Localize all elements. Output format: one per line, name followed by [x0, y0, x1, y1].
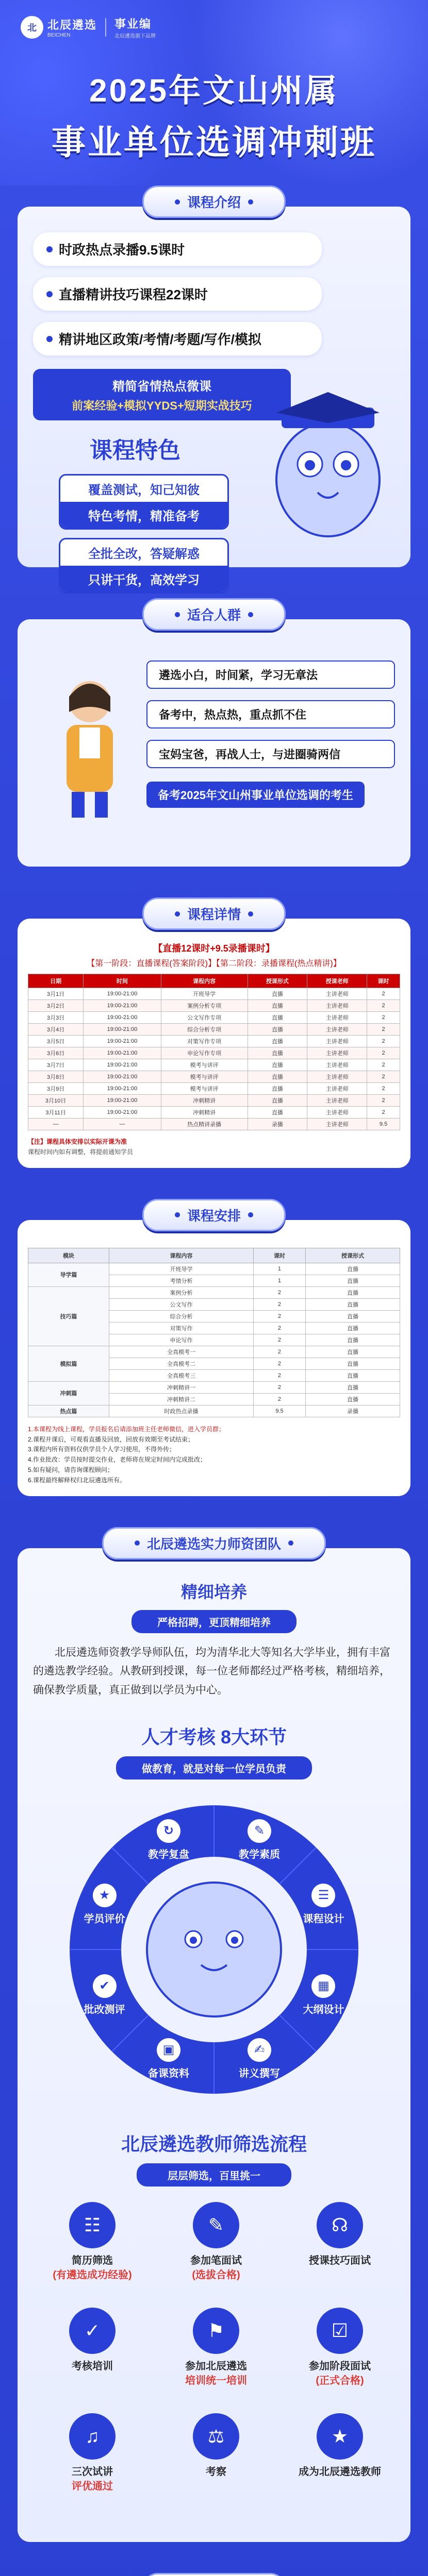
- table-row: [28, 1118, 400, 1130]
- brand-logo-mark: 北: [21, 16, 43, 39]
- flow-step: [286, 2202, 394, 2268]
- table-cell: 直播: [248, 988, 307, 1000]
- flow-step-label: 参加阶段面试: [309, 2360, 371, 2372]
- list-item-text: 精讲地区政策/考情/考题/写作/模拟: [59, 332, 261, 347]
- table-cell: 2: [254, 1393, 306, 1405]
- table-cell: 2: [254, 1310, 306, 1322]
- feature-bottom: 只讲干货，高效学习: [60, 566, 227, 592]
- ring-item-icon: ✔: [93, 1974, 117, 1998]
- table-cell: 主讲老师: [307, 1095, 367, 1107]
- bullet-icon: [248, 612, 253, 617]
- crowd-list: [146, 660, 395, 768]
- table-cell: 2: [254, 1369, 306, 1381]
- flow-tag: 层层筛选，百里挑一: [137, 2163, 291, 2187]
- hero: [0, 0, 428, 185]
- team-heading: 精细培养: [180, 1582, 247, 1601]
- flow-step-label: 考核培训: [72, 2360, 113, 2372]
- table-cell: 19:00-21:00: [84, 1000, 161, 1012]
- flow-step-sub: 培训统一培训: [185, 2375, 247, 2386]
- table-cell: 2: [367, 1047, 400, 1059]
- feature-box: [59, 538, 229, 594]
- table-row: [28, 988, 400, 1000]
- table-cell: 2: [367, 1107, 400, 1118]
- table-row: [28, 1000, 400, 1012]
- schedule-title: 【直播12课时+9.5录播课时】: [153, 943, 275, 954]
- flow-step-icon: ☊: [317, 2202, 363, 2248]
- ring-item-label: 大纲设计: [303, 2004, 344, 2015]
- table-cell: 对策写作: [109, 1322, 253, 1334]
- table-cell: 直播: [248, 1107, 307, 1118]
- table-cell: 19:00-21:00: [84, 1036, 161, 1047]
- ring-item: [74, 1974, 136, 2016]
- rule-line: 3.课程内所有资料仅供学员个人学习使用，不得外传；: [28, 1446, 176, 1453]
- table-header: 模块: [28, 1248, 109, 1263]
- table-cell: 19:00-21:00: [84, 988, 161, 1000]
- table-cell: 直播: [305, 1322, 400, 1334]
- table-cell: 综合分析专项: [161, 1024, 248, 1036]
- table-cell: 主讲老师: [307, 1071, 367, 1083]
- team-card: [18, 1548, 410, 2542]
- section-title: 课程安排: [187, 1208, 241, 1224]
- list-item: 遴选小白，时间紧，学习无章法: [146, 660, 395, 689]
- logo-divider: [105, 18, 106, 37]
- flow-step: [286, 2308, 394, 2388]
- table-group-cell: 技巧篇: [28, 1286, 109, 1346]
- note-line: 课程时间内如有调整，将提前通知学员: [28, 1148, 134, 1156]
- ring-item-label: 备课资料: [147, 2068, 189, 2080]
- ring-item-label: 讲义撰写: [239, 2068, 281, 2080]
- table-row: [28, 1095, 400, 1107]
- flow-step-text: [162, 2465, 270, 2479]
- table-header: 课时: [254, 1248, 306, 1263]
- bullet-icon: [175, 911, 180, 917]
- table-cell: 2: [254, 1322, 306, 1334]
- table-cell: 考情分析: [109, 1275, 253, 1286]
- crowd-card: [18, 619, 410, 867]
- note-line: 【注】课程具体安排以实际开课为准: [28, 1138, 127, 1145]
- table-cell: 时政热点录播: [109, 1405, 253, 1417]
- ring-item: [292, 1974, 354, 2016]
- schedule-note: [28, 1137, 400, 1158]
- flow-step-label: 简历筛选: [72, 2255, 113, 2266]
- schedule-table: [28, 974, 400, 1130]
- table-cell: 直播: [305, 1358, 400, 1369]
- ring-item: [228, 2038, 290, 2080]
- table-cell: 直播: [248, 1000, 307, 1012]
- list-item: 宝妈宝爸，再战人士，与进圈骑两信: [146, 740, 395, 768]
- flow-step: [162, 2308, 270, 2388]
- section-title: 北辰遴选实力师资团队: [146, 1536, 281, 1552]
- table-header: 授课形式: [248, 974, 307, 988]
- table-cell: 申论写作专项: [161, 1047, 248, 1059]
- table-cell: 冲刺精讲二: [109, 1393, 253, 1405]
- table-cell: 3月8日: [28, 1071, 84, 1083]
- intro-card: [18, 207, 410, 587]
- table-group-cell: 模拟篇: [28, 1346, 109, 1381]
- feature-top: 全批全改，答疑解惑: [88, 547, 200, 561]
- table-row: [28, 1346, 400, 1358]
- table-cell: —: [28, 1118, 84, 1130]
- table-cell: 直播: [305, 1286, 400, 1298]
- table-cell: 直播: [248, 1047, 307, 1059]
- ring-graphic: [59, 1795, 369, 2104]
- flow-step-label: 成为北辰遴选教师: [299, 2466, 381, 2478]
- table-cell: 1: [254, 1275, 306, 1286]
- table-cell: 主讲老师: [307, 1059, 367, 1071]
- ring-item-icon: ▦: [311, 1974, 335, 1998]
- flow-step: [38, 2308, 146, 2374]
- flow-step-text: [162, 2359, 270, 2388]
- table-cell: 1: [254, 1263, 306, 1275]
- table-row: [28, 1012, 400, 1024]
- flow-step-icon: ☷: [69, 2202, 116, 2248]
- rule-line: 2.课程开课后，可观看直播及回放，回放有效期至考试结束；: [28, 1435, 194, 1443]
- table-cell: 2: [254, 1346, 306, 1358]
- section-header-honor: [0, 2573, 428, 2576]
- table-cell: 直播: [305, 1381, 400, 1393]
- table-cell: 3月1日: [28, 988, 84, 1000]
- table-cell: 直播: [305, 1393, 400, 1405]
- bullet-icon: [46, 336, 53, 342]
- table-row: [28, 1071, 400, 1083]
- bullet-icon: [248, 911, 253, 917]
- flow-grid: [33, 2202, 395, 2521]
- ring-item-icon: ✎: [248, 1819, 271, 1843]
- intro-banner-line1: 精简省情热点微课: [112, 380, 211, 394]
- flow-step-sub: (有遴选成功经验): [53, 2269, 132, 2281]
- feature-top: 覆盖测试，知己知彼: [88, 483, 200, 497]
- list-item: 备考中，热点热，重点抓不住: [146, 700, 395, 728]
- ring-item-icon: ✍: [248, 2038, 271, 2062]
- list-item: [33, 277, 322, 311]
- table-cell: 主讲老师: [307, 1036, 367, 1047]
- flow-step-icon: ♫: [69, 2413, 116, 2460]
- table-header: 授课形式: [305, 1248, 400, 1263]
- hero-title-line1: 2025年文山州属: [89, 73, 339, 109]
- table-cell: 直播: [248, 1059, 307, 1071]
- table-cell: 案例分析: [109, 1286, 253, 1298]
- table-cell: 2: [367, 1095, 400, 1107]
- table-cell: 直播: [248, 1083, 307, 1095]
- table-cell: 冲刺精讲: [161, 1095, 248, 1107]
- feature-title: 课程特色: [90, 438, 180, 463]
- ring-item: [228, 1819, 290, 1861]
- rule-line: 1.本课程为线上课程，学员报名后请添加班主任老师微信，进入学员群；: [28, 1425, 225, 1433]
- table-cell: 3月5日: [28, 1036, 84, 1047]
- schedule-subtitle: 【第一阶段：直播课程(答案阶段)】【第二阶段：录播课程(热点精讲)】: [87, 959, 341, 968]
- table-row: [28, 1024, 400, 1036]
- flow-step: [162, 2202, 270, 2282]
- table-cell: 主讲老师: [307, 988, 367, 1000]
- table-cell: 直播: [248, 1036, 307, 1047]
- flow-step-sub: 评优通过: [72, 2480, 113, 2492]
- table-cell: 全真模考一: [109, 1346, 253, 1358]
- team-paragraph: 北辰遴选师资教学导师队伍，均为清华北大等知名大学毕业，拥有丰富的遴选教学经验。从教研到授课，每一位老师都经过严格考核，精细培养，确保教学质量，真正做到以学员为中心。: [33, 1646, 390, 1697]
- mascot-illustration: [261, 392, 395, 547]
- ring-item-icon: ★: [93, 1884, 117, 1907]
- flow-step-text: [286, 2465, 394, 2479]
- bullet-icon: [248, 199, 253, 205]
- bullet-icon: [175, 612, 180, 617]
- flow-step-label: 考察: [206, 2466, 226, 2478]
- table-cell: 冲刺精讲一: [109, 1381, 253, 1393]
- section-header-team: [0, 1527, 428, 1560]
- table-row: [28, 1036, 400, 1047]
- flow-step: [162, 2413, 270, 2479]
- table-cell: —: [84, 1118, 161, 1130]
- table-cell: 主讲老师: [307, 1107, 367, 1118]
- ring-item: [138, 1819, 200, 1861]
- flow-step-sub: (正式合格): [316, 2375, 364, 2386]
- table-cell: 2: [367, 1024, 400, 1036]
- table-cell: 热点精讲录播: [161, 1118, 248, 1130]
- sub-brand-name: 事业编: [114, 18, 152, 30]
- flow-step: [286, 2413, 394, 2479]
- table-cell: 开班导学: [109, 1263, 253, 1275]
- sub-brand-sub: 北辰遴选旗下品牌: [114, 33, 156, 39]
- table-cell: 模考与讲评: [161, 1059, 248, 1071]
- table-cell: 19:00-21:00: [84, 1024, 161, 1036]
- bullet-icon: [46, 246, 53, 252]
- table-cell: 2: [254, 1286, 306, 1298]
- intro-banner: [33, 369, 291, 420]
- table-cell: 主讲老师: [307, 1083, 367, 1095]
- table-cell: 9.5: [254, 1405, 306, 1417]
- table-row: [28, 1286, 400, 1298]
- table-row: [28, 1405, 400, 1417]
- section-header-intro: [0, 185, 428, 218]
- crowd-highlight: 备考2025年文山州事业单位选调的考生: [146, 782, 365, 808]
- table-cell: 19:00-21:00: [84, 1059, 161, 1071]
- table-cell: 2: [254, 1298, 306, 1310]
- flow-step-text: [286, 2253, 394, 2268]
- table-row: [28, 1047, 400, 1059]
- table-cell: 全真模考二: [109, 1358, 253, 1369]
- rule-line: 4.作业批改：学员按时提交作业，老师将在规定时间内完成批改；: [28, 1456, 207, 1464]
- table-cell: 3月7日: [28, 1059, 84, 1071]
- table-row: [28, 1381, 400, 1393]
- table-cell: 录播: [248, 1118, 307, 1130]
- table-cell: 2: [254, 1381, 306, 1393]
- brand-sub: BEICHEN: [47, 32, 71, 38]
- bullet-icon: [248, 1212, 253, 1217]
- table-header: 课程内容: [109, 1248, 253, 1263]
- ring-item-icon: ☰: [311, 1884, 335, 1907]
- table-cell: 公文写作: [109, 1298, 253, 1310]
- flow-step-icon: ⚖: [193, 2413, 239, 2460]
- intro-banner-line2: 前案经验+模拟YYDS+短期实战技巧: [72, 399, 252, 412]
- ring-item: [138, 2038, 200, 2080]
- table-cell: 直播: [305, 1298, 400, 1310]
- flow-step-label: 授课技巧面试: [309, 2255, 371, 2266]
- table-cell: 冲刺精讲: [161, 1107, 248, 1118]
- table-header: 课程内容: [161, 974, 248, 988]
- flow-step-sub: (选拔合格): [192, 2269, 240, 2281]
- teacher-illustration: [38, 666, 141, 820]
- assessment-ring: [59, 1795, 369, 2104]
- section-header-crowd: [0, 598, 428, 631]
- flow-step-icon: ☑: [317, 2308, 363, 2354]
- bullet-icon: [288, 1540, 293, 1546]
- bullet-icon: [175, 199, 180, 205]
- table-group-cell: 导学篇: [28, 1263, 109, 1286]
- flow-step-label: 参加北辰遴选: [185, 2360, 247, 2372]
- plan-table: [28, 1248, 400, 1417]
- ring-item: [292, 1884, 354, 1925]
- table-cell: 19:00-21:00: [84, 1095, 161, 1107]
- table-cell: 直播: [305, 1369, 400, 1381]
- table-cell: 3月2日: [28, 1000, 84, 1012]
- table-cell: 3月9日: [28, 1083, 84, 1095]
- flow-step-text: [162, 2253, 270, 2282]
- table-cell: 19:00-21:00: [84, 1083, 161, 1095]
- table-cell: 直播: [305, 1310, 400, 1322]
- rule-line: 5.如有疑问，请咨询课程顾问；: [28, 1466, 114, 1473]
- table-cell: 2: [367, 1000, 400, 1012]
- ring-item-icon: ↻: [157, 1819, 180, 1843]
- plan-card: [18, 1220, 410, 1496]
- list-item-text: 直播精讲技巧课程22课时: [59, 287, 208, 302]
- table-cell: 直播: [248, 1071, 307, 1083]
- team-tag: 严格招聘，更顶精细培养: [131, 1610, 297, 1633]
- flow-step-label: 参加笔面试: [190, 2255, 242, 2266]
- flow-step-text: [38, 2359, 146, 2374]
- table-cell: 直播: [305, 1346, 400, 1358]
- table-cell: 直播: [248, 1024, 307, 1036]
- table-cell: 直播: [248, 1095, 307, 1107]
- section-title: 适合人群: [187, 607, 241, 623]
- table-cell: 开班导学: [161, 988, 248, 1000]
- feature-bottom: 特色考情，精准备考: [60, 502, 227, 528]
- table-group-cell: 热点篇: [28, 1405, 109, 1417]
- table-cell: 全真模考三: [109, 1369, 253, 1381]
- table-cell: 2: [367, 988, 400, 1000]
- table-cell: 3月10日: [28, 1095, 84, 1107]
- list-item: [33, 322, 322, 355]
- table-cell: 2: [367, 1071, 400, 1083]
- table-cell: 3月11日: [28, 1107, 84, 1118]
- section-header-details: [0, 897, 428, 930]
- intro-list: [33, 232, 395, 355]
- table-row: [28, 1107, 400, 1118]
- rules-list: [28, 1425, 400, 1486]
- table-row: [28, 1059, 400, 1071]
- ring-item-label: 课程设计: [303, 1913, 344, 1925]
- list-item-text: 时政热点录播9.5课时: [59, 242, 185, 258]
- feature-box: [59, 474, 229, 530]
- table-cell: 2: [254, 1334, 306, 1346]
- brand-name: 北辰遴选: [47, 19, 97, 31]
- flow-step-text: [38, 2465, 146, 2494]
- ring-item: [74, 1884, 136, 1925]
- section-title: 课程介绍: [187, 195, 241, 210]
- flow-step: [38, 2202, 146, 2282]
- table-cell: 2: [367, 1036, 400, 1047]
- table-cell: 主讲老师: [307, 1012, 367, 1024]
- table-header: 日期: [28, 974, 84, 988]
- table-cell: 直播: [305, 1275, 400, 1286]
- table-cell: 直播: [248, 1012, 307, 1024]
- table-cell: 直播: [305, 1263, 400, 1275]
- table-cell: 主讲老师: [307, 1118, 367, 1130]
- table-cell: 3月3日: [28, 1012, 84, 1024]
- table-cell: 案例分析专项: [161, 1000, 248, 1012]
- table-header: 课时: [367, 974, 400, 988]
- table-cell: 19:00-21:00: [84, 1012, 161, 1024]
- table-cell: 申论写作: [109, 1334, 253, 1346]
- flow-step-text: [38, 2253, 146, 2282]
- list-item: [33, 232, 322, 266]
- flow-step-icon: ⚑: [193, 2308, 239, 2354]
- table-cell: 19:00-21:00: [84, 1071, 161, 1083]
- rule-line: 6.课程最终解释权归北辰遴选所有。: [28, 1476, 126, 1484]
- flow-step-icon: ✓: [69, 2308, 116, 2354]
- hero-title: [21, 65, 407, 164]
- logo-row: [21, 15, 407, 39]
- table-cell: 主讲老师: [307, 1000, 367, 1012]
- flow-step-label: 三次试讲: [72, 2466, 113, 2478]
- assessment-heading: 人才考核 8大环节: [141, 1726, 287, 1748]
- ring-item-label: 学员评价: [84, 1913, 125, 1925]
- ring-item-label: 教学素质: [239, 1849, 281, 1861]
- table-cell: 录播: [305, 1405, 400, 1417]
- flow-step-text: [286, 2359, 394, 2388]
- table-cell: 公文写作专项: [161, 1012, 248, 1024]
- table-cell: 模考与讲评: [161, 1071, 248, 1083]
- table-group-cell: 冲刺篇: [28, 1381, 109, 1405]
- section-header-plan: [0, 1199, 428, 1231]
- table-header: 授课老师: [307, 974, 367, 988]
- table-cell: 3月6日: [28, 1047, 84, 1059]
- table-header: 时间: [84, 974, 161, 988]
- flow-step-icon: ★: [317, 2413, 363, 2460]
- table-cell: 19:00-21:00: [84, 1047, 161, 1059]
- ring-item-icon: ▣: [157, 2038, 180, 2062]
- table-row: [28, 1263, 400, 1275]
- flow-heading: 北辰遴选教师筛选流程: [121, 2133, 307, 2155]
- ring-item-label: 教学复盘: [147, 1849, 189, 1861]
- table-cell: 9.5: [367, 1118, 400, 1130]
- ring-item-label: 批改测评: [84, 2004, 125, 2015]
- table-cell: 2: [254, 1358, 306, 1369]
- assessment-tag: 做教育，就是对每一位学员负责: [116, 1756, 312, 1780]
- hero-title-line2: 事业单位选调冲刺班: [52, 123, 376, 161]
- flow-step-icon: ✎: [193, 2202, 239, 2248]
- table-cell: 主讲老师: [307, 1024, 367, 1036]
- table-cell: 19:00-21:00: [84, 1107, 161, 1118]
- brand-logo: [21, 16, 97, 39]
- bullet-icon: [135, 1540, 140, 1546]
- schedule-card: [18, 919, 410, 1168]
- flow-step: [38, 2413, 146, 2494]
- section-title: 课程详情: [187, 907, 241, 922]
- table-cell: 2: [367, 1012, 400, 1024]
- table-cell: 模考与讲评: [161, 1083, 248, 1095]
- bullet-icon: [175, 1212, 180, 1217]
- table-row: [28, 1083, 400, 1095]
- table-cell: 对策写作专项: [161, 1036, 248, 1047]
- table-cell: 综合分析: [109, 1310, 253, 1322]
- table-cell: 3月4日: [28, 1024, 84, 1036]
- table-cell: 2: [367, 1083, 400, 1095]
- table-cell: 2: [367, 1059, 400, 1071]
- bullet-icon: [46, 291, 53, 297]
- table-cell: 直播: [305, 1334, 400, 1346]
- table-cell: 主讲老师: [307, 1047, 367, 1059]
